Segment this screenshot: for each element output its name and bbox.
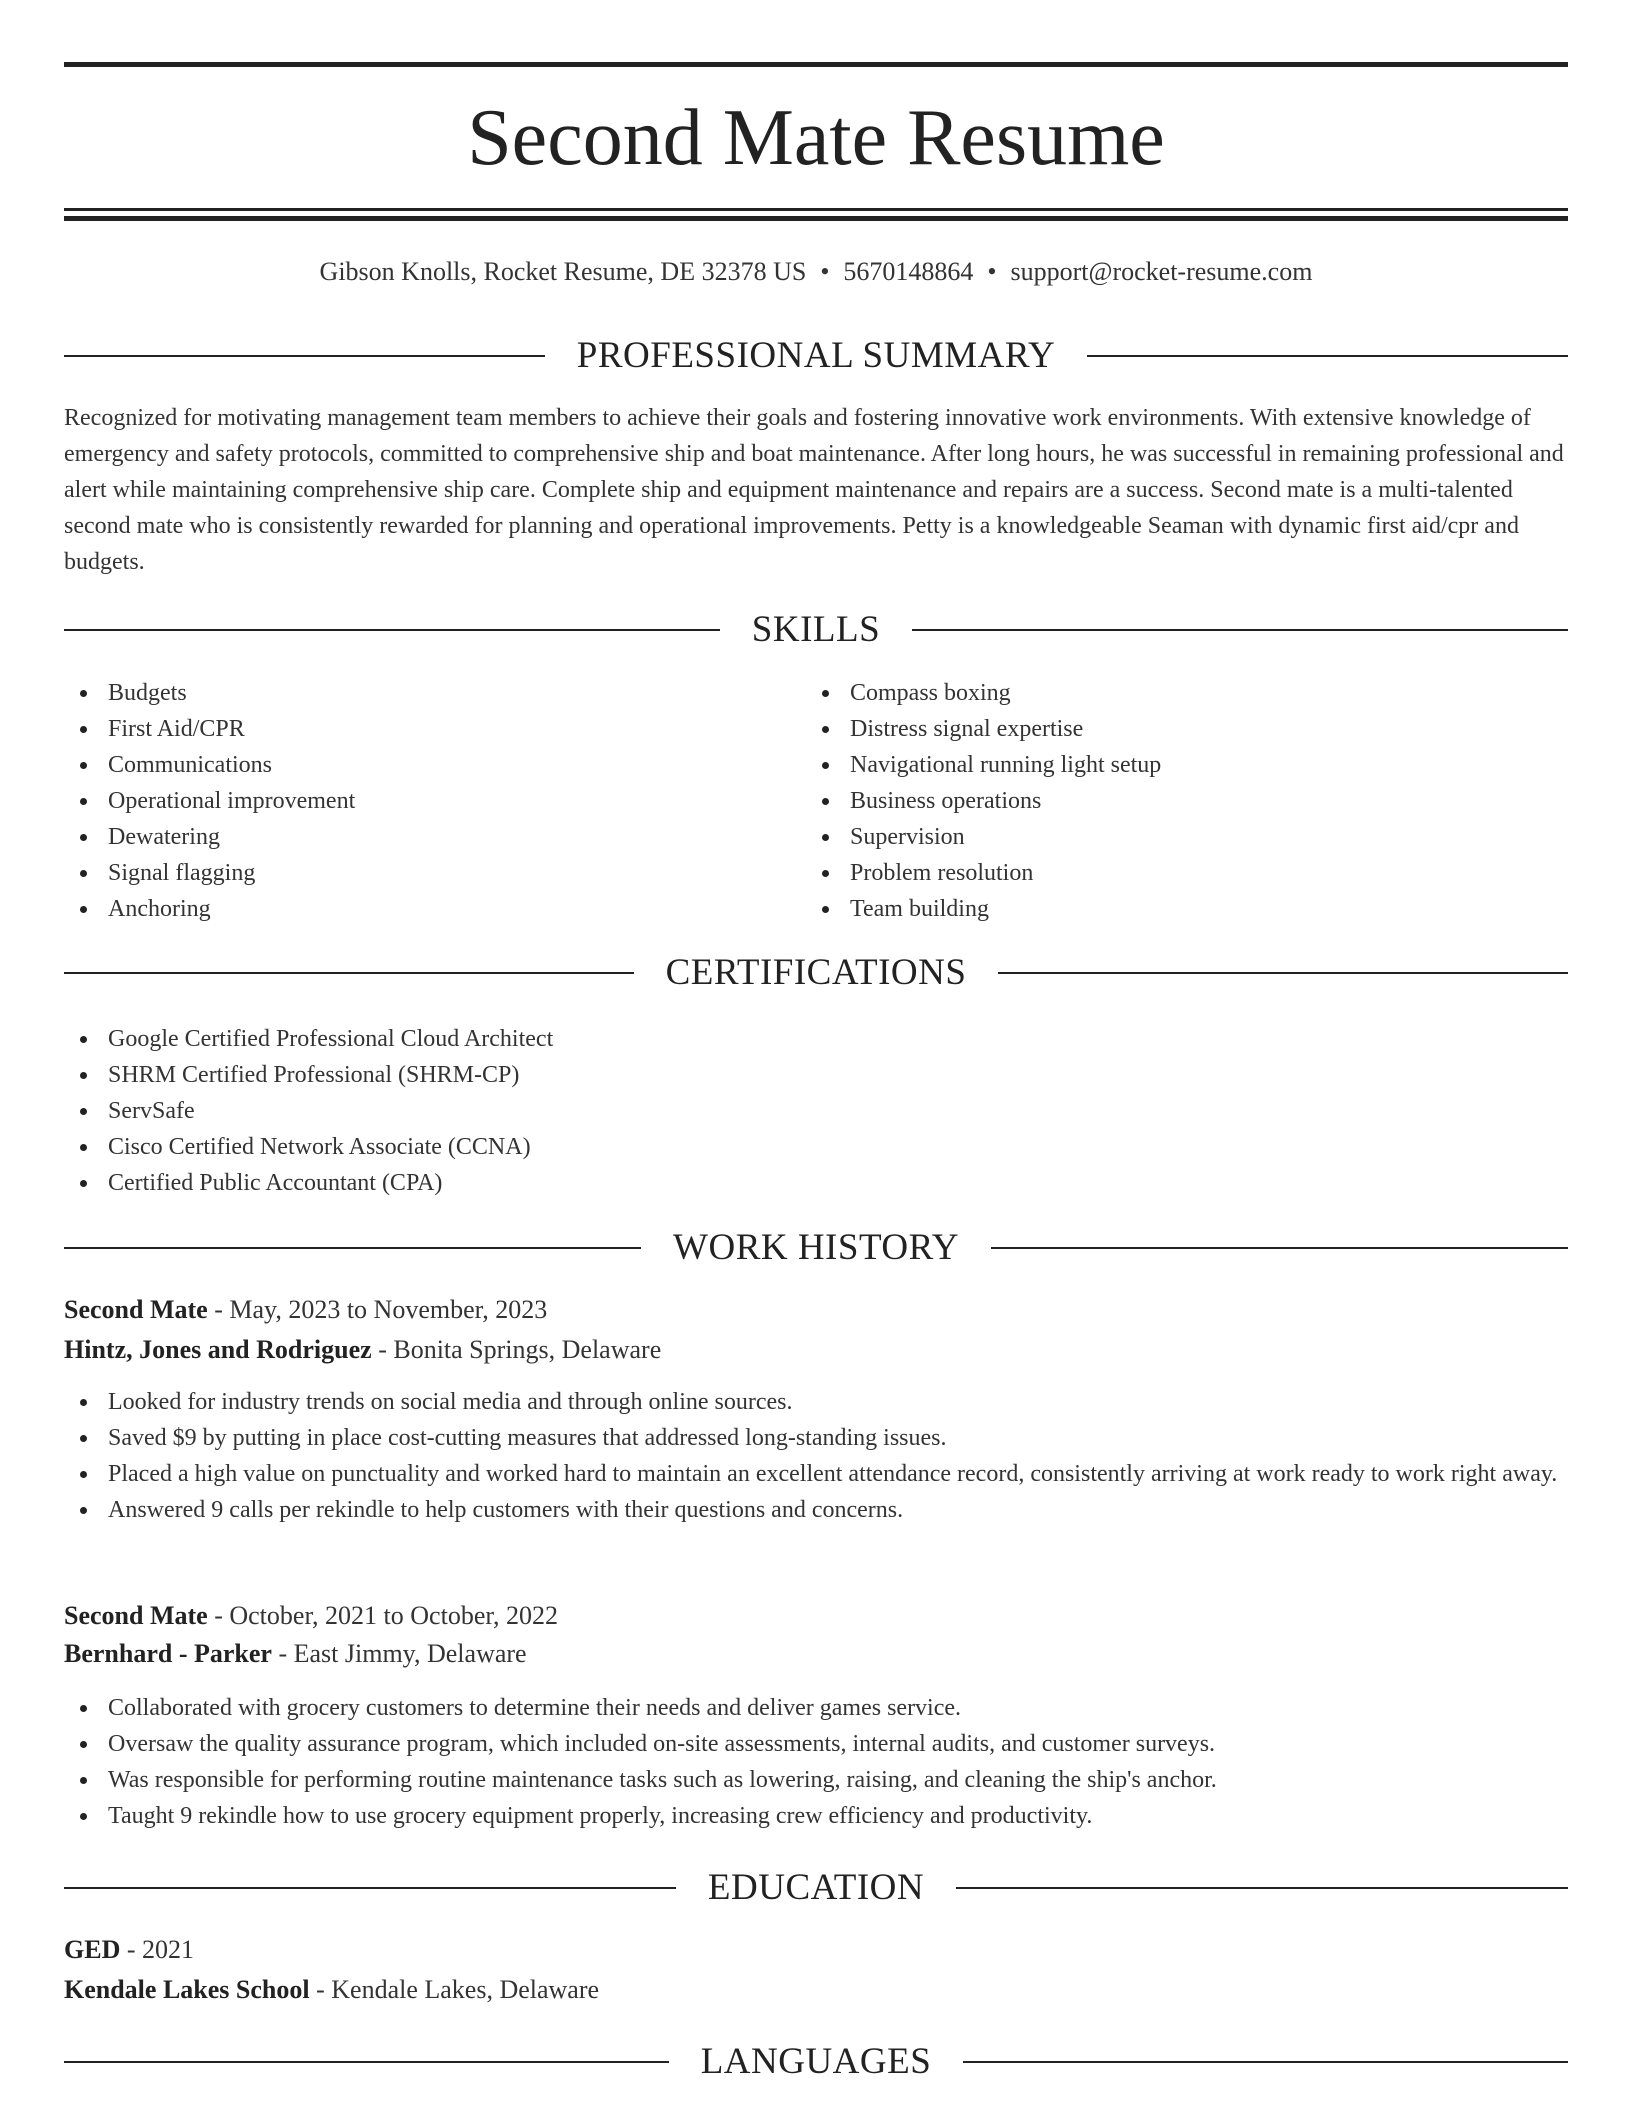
section-header-skills: [64, 608, 1568, 652]
certification-item: Google Certified Professional Cloud Architect: [64, 1021, 1568, 1057]
job-company-line: [64, 1636, 1568, 1672]
divider-line: [1087, 355, 1568, 357]
job-company: Hintz, Jones and Rodriguez: [64, 1335, 372, 1364]
certification-item: Cisco Certified Network Associate (CCNA): [64, 1129, 1568, 1165]
contact-separator: •: [987, 257, 997, 286]
job-dates: - October, 2021 to October, 2022: [207, 1601, 558, 1630]
section-header-education: [64, 1866, 1568, 1910]
job-bullet: Answered 9 calls per rekindle to help customers with their questions and concerns.: [64, 1492, 1568, 1528]
section-title-summary: PROFESSIONAL SUMMARY: [576, 335, 1056, 376]
divider-line: [64, 2061, 669, 2063]
job-title: Second Mate: [64, 1601, 208, 1630]
divider-line: [64, 629, 720, 631]
section-header-summary: [64, 334, 1568, 378]
section-title-certifications: CERTIFICATIONS: [665, 952, 967, 993]
top-rule: [64, 62, 1568, 67]
job-bullet: Oversaw the quality assurance program, which included on-site assessments, internal audits, and customer surveys.: [64, 1726, 1568, 1762]
job-bullet: Saved $9 by putting in place cost-cutting measures that addressed long-standing issues.: [64, 1420, 1568, 1456]
education-year: - 2021: [120, 1935, 195, 1964]
education-location: - Kendale Lakes, Delaware: [309, 1975, 600, 2004]
skill-item: Compass boxing: [806, 675, 1566, 711]
section-title-skills: SKILLS: [751, 609, 881, 650]
education-degree-line: [64, 1932, 1568, 1968]
skill-item: Problem resolution: [806, 855, 1566, 891]
job-location: - Bonita Springs, Delaware: [371, 1335, 662, 1364]
skills-list-left: [64, 675, 764, 927]
section-title-work-history: WORK HISTORY: [673, 1227, 959, 1268]
certification-item: Certified Public Accountant (CPA): [64, 1165, 1568, 1201]
contact-email[interactable]: support@rocket-resume.com: [1010, 257, 1313, 286]
divider-line: [64, 1887, 676, 1889]
education-school-line: [64, 1972, 1568, 2008]
job-title: Second Mate: [64, 1295, 208, 1324]
skill-item: Budgets: [64, 675, 764, 711]
job-title-line: [64, 1598, 1568, 1634]
divider-line: [64, 972, 634, 974]
education-degree: GED: [64, 1935, 121, 1964]
skill-item: Anchoring: [64, 891, 764, 927]
skill-item: First Aid/CPR: [64, 711, 764, 747]
section-header-languages: [64, 2040, 1568, 2084]
section-title-languages: LANGUAGES: [700, 2041, 932, 2082]
section-header-certifications: [64, 951, 1568, 995]
certification-item: ServSafe: [64, 1093, 1568, 1129]
summary-text: Recognized for motivating management team members to achieve their goals and fostering innovative work environments. With extensive knowledge of emergency and safety protocols, committed to comprehensive ship and boat maintenance. After long hours, he was successful in remaining professional and alert while maintaining comprehensive ship care. Complete ship and equipment maintenance and repairs are a success. Second mate is a multi-talented second mate who is consistently rewarded for planning and operational improvements. Petty is a knowledgeable Seaman with dynamic first aid/cpr and budgets.: [64, 405, 1564, 575]
skill-item: Business operations: [806, 783, 1566, 819]
job-bullet: Collaborated with grocery customers to determine their needs and deliver games service.: [64, 1690, 1568, 1726]
certification-item: SHRM Certified Professional (SHRM-CP): [64, 1057, 1568, 1093]
section-title-education: EDUCATION: [707, 1867, 925, 1908]
skill-item: Dewatering: [64, 819, 764, 855]
divider-line: [64, 355, 545, 357]
divider-line: [998, 972, 1568, 974]
skill-item: Distress signal expertise: [806, 711, 1566, 747]
job-dates: - May, 2023 to November, 2023: [207, 1295, 548, 1324]
job-title-line: [64, 1292, 1568, 1328]
divider-line: [991, 1247, 1568, 1249]
divider-line: [64, 1247, 641, 1249]
job-bullet: Placed a high value on punctuality and worked hard to maintain an excellent attendance record, consistently arriving at work ready to work right away.: [64, 1456, 1568, 1492]
divider-line: [912, 629, 1568, 631]
job-bullet: Looked for industry trends on social media and through online sources.: [64, 1384, 1568, 1420]
job-bullet: Was responsible for performing routine maintenance tasks such as lowering, raising, and cleaning the ship's anchor.: [64, 1762, 1568, 1798]
title-double-rule: [64, 208, 1568, 221]
job-bullets: [64, 1690, 1568, 1834]
skill-item: Supervision: [806, 819, 1566, 855]
contact-separator: •: [820, 257, 830, 286]
job-company: Bernhard - Parker: [64, 1639, 272, 1668]
skills-list-right: [806, 675, 1566, 927]
contact-phone: 5670148864: [843, 257, 974, 286]
resume-title: Second Mate Resume: [467, 94, 1165, 182]
certifications-list: [64, 1021, 1568, 1201]
job-location: - East Jimmy, Delaware: [271, 1639, 527, 1668]
skill-item: Signal flagging: [64, 855, 764, 891]
skill-item: Team building: [806, 891, 1566, 927]
job-bullet: Taught 9 rekindle how to use grocery equipment properly, increasing crew efficiency and productivity.: [64, 1798, 1568, 1834]
contact-address: Gibson Knolls, Rocket Resume, DE 32378 US: [319, 257, 807, 286]
skill-item: Navigational running light setup: [806, 747, 1566, 783]
job-bullets: [64, 1384, 1568, 1528]
education-school: Kendale Lakes School: [64, 1975, 310, 2004]
contact-line: [64, 254, 1568, 290]
divider-line: [963, 2061, 1568, 2063]
divider-line: [956, 1887, 1568, 1889]
job-company-line: [64, 1332, 1568, 1368]
skill-item: Operational improvement: [64, 783, 764, 819]
skill-item: Communications: [64, 747, 764, 783]
section-header-work-history: [64, 1226, 1568, 1270]
